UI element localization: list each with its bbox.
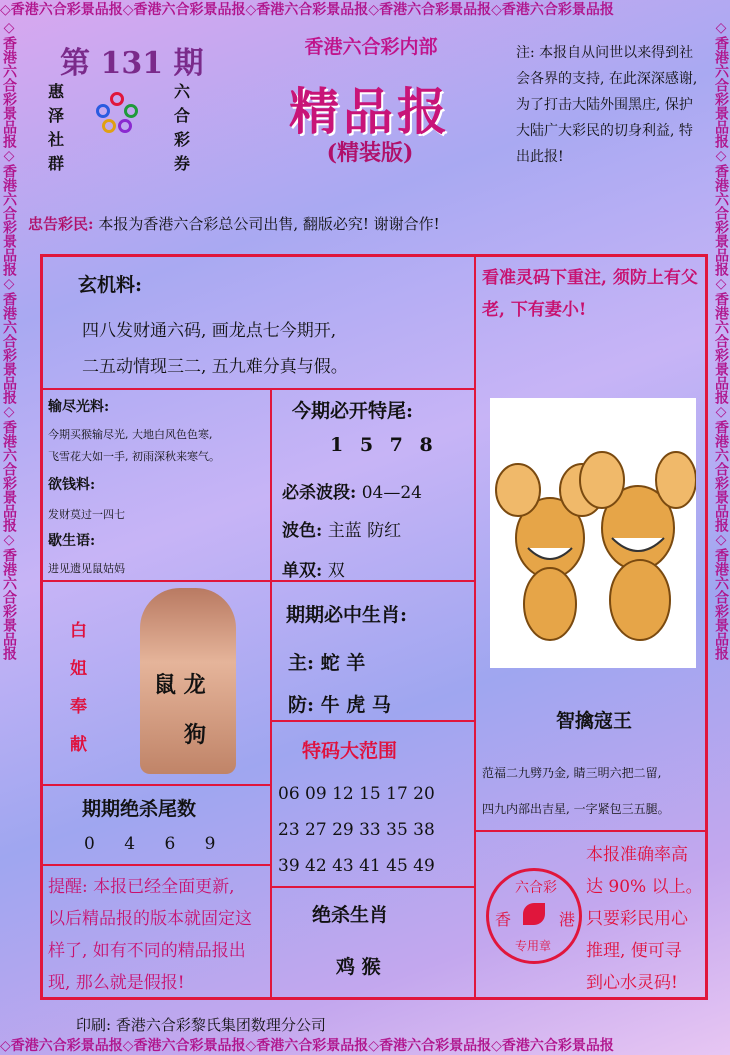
cartoon-image (490, 398, 696, 668)
fang-value: 牛 虎 马 (320, 694, 391, 716)
jue-title: 绝杀生肖 (312, 904, 389, 926)
divider (40, 864, 272, 866)
bose-main: 主蓝 (327, 521, 362, 541)
weishu-numbers: 0 4 6 9 (84, 834, 216, 854)
poem-line-2: 四九内部出吉星, 一字紧包三五腿。 (482, 802, 670, 816)
divider (40, 784, 272, 786)
accuracy-line-5: 到心水灵码! (586, 973, 678, 993)
fang-row (288, 690, 391, 717)
range-row-1: 06 09 12 15 17 20 (278, 784, 435, 804)
lottery-logo-icon (96, 92, 140, 136)
photo-overlay-2: 狗 (184, 722, 207, 748)
shujin-line2: 飞雪花大如一手, 初雨深秋来寒气。 (48, 450, 220, 463)
tip-line-4: 现, 那么就是假报! (48, 973, 185, 993)
yuqian-text: 发财莫过一四七 (48, 508, 125, 521)
top-right-saying: 看准灵码下重注, 须防上有父老, 下有妻小! (482, 268, 698, 320)
accuracy-line-4: 推理, 便可寻 (586, 941, 682, 961)
xuanji-title: 玄机料: (78, 274, 143, 296)
divider (474, 254, 476, 1000)
accuracy-line-1: 本报准确率高 (586, 845, 688, 865)
publisher-note: 注: 本报自从问世以来得到社会各界的支持, 在此深深感谢, 为了打击大陆外围黑庄, 保护大陆广大彩民的切身利益, 特出此报! (516, 45, 698, 165)
printer-credit: 印刷: 香港六合彩黎氏集团数理分公司 (76, 1016, 326, 1034)
bose-row (282, 516, 401, 541)
range-row-2: 23 27 29 33 35 38 (278, 820, 435, 840)
border-right: ◇香港六合彩景品报◇香港六合彩景品报◇香港六合彩景品报◇香港六合彩景品报◇香港六合彩景品报 (713, 20, 729, 660)
bauhinia-icon (523, 903, 545, 925)
slogan-left: 惠泽社群 (48, 82, 65, 173)
zhu-label: 主: (288, 652, 315, 674)
xuanji-line2: 二五动情现三二, 五九难分真与假。 (82, 357, 348, 377)
xiesheng-title: 歇生语: (48, 533, 96, 549)
accuracy-line-3: 只要彩民用心 (586, 909, 688, 929)
issue-number: 第 131 期 (60, 46, 204, 81)
photo-side-text: 白姐奉献 (70, 621, 87, 755)
divider (270, 886, 476, 888)
danshuang-label: 单双: (282, 561, 323, 581)
seal-bottom: 专用章 (515, 939, 552, 953)
shujin-title: 输尽光料: (48, 399, 110, 415)
bose-fang: 防红 (367, 521, 402, 541)
org-name: 香港六合彩内部 (304, 36, 438, 58)
tip-line-1: 提醒: 本报已经全面更新, (48, 877, 235, 897)
divider (40, 580, 476, 582)
slogan-right: 六合彩券 (174, 82, 191, 173)
divider (270, 388, 272, 1000)
warning-line (28, 213, 440, 234)
bosha-label: 必杀波段: (282, 483, 357, 503)
seal-left: 香 (495, 910, 512, 929)
xuanji-line1: 四八发财通六码, 画龙点七今期开, (82, 321, 337, 341)
fang-label: 防: (288, 694, 315, 716)
jue-value: 鸡 猴 (336, 956, 381, 978)
danshuang-row (282, 556, 345, 581)
bosha-value: 04—24 (361, 483, 422, 503)
mouse-cartoon-icon (490, 398, 696, 668)
xiesheng-text: 进见遗见鼠姑妈 (48, 562, 125, 575)
poem-line-1: 范福二九劈乃金, 睛三明六把二留, (482, 766, 662, 780)
range-row-3: 39 42 43 41 45 49 (278, 856, 435, 876)
border-top: ◇香港六合彩景品报◇香港六合彩景品报◇香港六合彩景品报◇香港六合彩景品报◇香港六合彩景品报 (0, 2, 614, 18)
accuracy-line-2: 达 90% 以上。 (586, 877, 703, 897)
divider (270, 720, 476, 722)
bosha-row (282, 478, 422, 503)
weishu-title: 期期绝杀尾数 (82, 798, 197, 820)
warning-label: 忠告彩民: (28, 215, 94, 233)
page-subtitle: (精装版) (326, 140, 414, 166)
tip-line-3: 样了, 如有不同的精品报出 (48, 941, 246, 961)
shujin-line1: 今期买猴输尽光, 大地白风色色寒, (48, 428, 213, 441)
bose-label: 波色: (282, 521, 323, 541)
seal-right: 港 (559, 910, 576, 929)
official-seal (486, 868, 582, 964)
page-title: 精品报 (289, 82, 451, 141)
danshuang-value: 双 (327, 561, 345, 581)
tip-line-2: 以后精品报的版本就固定这 (48, 909, 252, 929)
zhu-value: 蛇 羊 (320, 652, 366, 674)
tewei-numbers: 1 5 7 8 (330, 434, 433, 456)
border-left: ◇香港六合彩景品报◇香港六合彩景品报◇香港六合彩景品报◇香港六合彩景品报◇香港六合彩景品报 (1, 20, 17, 660)
divider (474, 830, 708, 832)
yuqian-title: 欲钱料: (48, 477, 96, 493)
zhu-row (288, 648, 365, 675)
cartoon-caption: 智擒寇王 (556, 710, 633, 732)
divider (40, 388, 476, 390)
warning-text: 本报为香港六合彩总公司出售, 翻版必究! 谢谢合作! (98, 215, 440, 233)
seal-top: 六合彩 (515, 880, 557, 896)
border-bottom: ◇香港六合彩景品报◇香港六合彩景品报◇香港六合彩景品报◇香港六合彩景品报◇香港六合彩景品报 (0, 1038, 614, 1054)
photo-overlay-1: 鼠 龙 (154, 672, 206, 698)
zhong-title: 期期必中生肖: (286, 604, 408, 626)
range-title: 特码大范围 (302, 740, 398, 762)
tewei-title: 今期必开特尾: (292, 400, 414, 422)
